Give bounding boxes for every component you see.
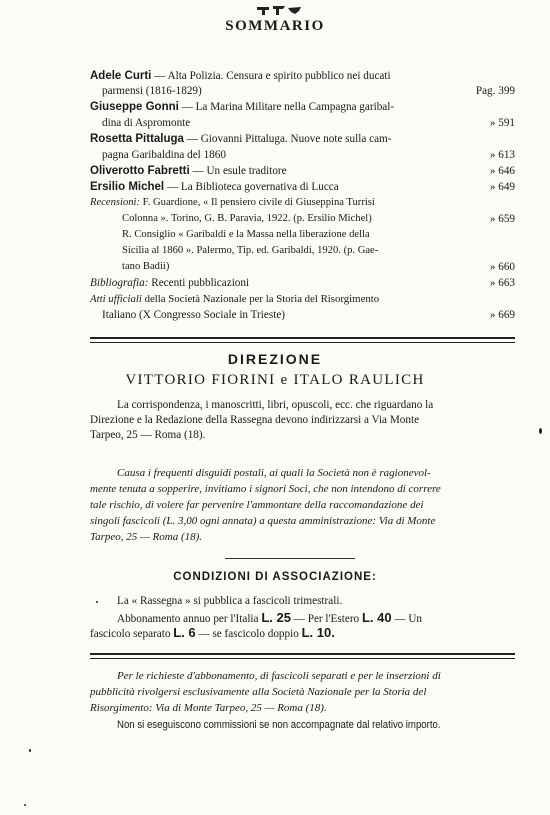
toc-entry (90, 163, 287, 179)
price-estero: L. 40 (361, 610, 392, 625)
toc-line: — Alta Polizia. Censura e spirito pubblico nei ducati (154, 70, 391, 82)
direzione-paragraph-line: Direzione e la Redazione della Rassegna devono indirizzarsi a Via Monte (90, 414, 420, 426)
toc-page (455, 259, 515, 275)
toc-line: Italiano (X Congresso Sociale in Trieste) (102, 309, 286, 321)
toc-page-prefix: » (489, 277, 496, 289)
toc-entry (90, 99, 394, 115)
condizioni-line: La « Rassegna » si pubblica a fascicoli trimestrali. (117, 595, 343, 607)
condizioni-line (90, 625, 335, 640)
condizioni-text: — Un (394, 613, 423, 625)
toc (90, 68, 515, 328)
toc-page-prefix: » (489, 309, 496, 321)
condizioni-heading: CONDIZIONI DI ASSOCIAZIONE: (173, 571, 377, 583)
condizioni-text: Abbonamento annuo per l'Italia (117, 613, 259, 625)
toc-entry (90, 68, 391, 84)
notice-line: Causa i frequenti disguidi postali, ai quali la Società non è ragionevol- (117, 467, 431, 479)
toc-line: Colonna ». Torino, G. B. Paravia, 1922. (p. Ersilio Michel) (122, 213, 372, 224)
toc-entry (90, 275, 249, 291)
toc-author: Bibliografia: (90, 277, 149, 289)
toc-author: Oliverotto Fabretti (90, 165, 190, 177)
toc-line: — La Biblioteca governativa di Lucca (166, 181, 339, 193)
toc-page (455, 307, 515, 323)
toc-line: tano Badii) (122, 261, 170, 272)
toc-line: Recenti pubblicazioni (151, 277, 250, 289)
price-fascicolo: L. 6 (173, 625, 196, 640)
toc-line: — La Marina Militare nella Campagna garibal- (181, 101, 395, 113)
direzione-paragraph-line: Tarpeo, 25 — Roma (18). (90, 429, 206, 441)
toc-line: dina di Aspromonte (102, 117, 191, 129)
toc-page-number: 660 (498, 261, 515, 273)
print-speck (24, 804, 26, 806)
condizioni-text: — Per l'Estero (293, 613, 360, 625)
print-speck (29, 749, 31, 752)
toc-line: della Società Nazionale per la Storia del Risorgimento (144, 293, 380, 305)
notice-line: mente tenuta a sopperire, invitiamo i signori Soci, che non intendono di correre (90, 483, 441, 495)
toc-page-prefix: » (489, 213, 496, 225)
toc-line: F. Guardione, « Il pensiero civile di Giuseppina Turrisi (142, 197, 375, 208)
toc-page-prefix: » (489, 165, 496, 177)
condizioni-line (117, 610, 422, 625)
toc-entry (90, 195, 375, 211)
toc-entry (90, 131, 392, 147)
notice-line: Tarpeo, 25 — Roma (18). (90, 531, 203, 543)
toc-line: parmensi (1816-1829) (102, 85, 202, 97)
double-rule-divider (90, 337, 515, 343)
double-rule-divider (90, 653, 515, 659)
toc-author: Adele Curti (90, 70, 152, 82)
toc-author: Giuseppe Gonni (90, 101, 179, 113)
toc-author: Rosetta Pittaluga (90, 133, 184, 145)
direzione-heading: DIREZIONE (227, 351, 323, 367)
toc-page-number: 649 (498, 181, 515, 193)
toc-line: — Un esule traditore (192, 165, 287, 177)
toc-page-prefix: Pag. (475, 85, 496, 97)
short-rule-divider (225, 558, 355, 559)
toc-page-prefix: » (489, 261, 496, 273)
toc-page-number: 659 (498, 213, 515, 225)
notice-line: tale rischio, di volere far pervenire l'ammontare della raccomandazione dei (90, 499, 424, 511)
toc-page-prefix: » (489, 149, 496, 161)
toc-line: R. Consiglio « Garibaldi e la Massa nella liberazione della (122, 229, 370, 240)
page-title: SOMMARIO (225, 18, 325, 34)
direzione-names: VITTORIO FIORINI e ITALO RAULICH (125, 372, 425, 388)
notice-line: singoli fascicoli (L. 3,00 ogni annata) a questa amministrazione: Via di Monte (90, 515, 436, 527)
toc-page-number: 591 (498, 117, 515, 129)
toc-page-number: 399 (498, 85, 515, 97)
toc-entry (90, 179, 339, 195)
toc-page (455, 115, 515, 131)
footer-note: Non si eseguiscono commissioni se non accompagnate dal relativo importo. (117, 719, 441, 731)
toc-page-prefix: » (489, 117, 496, 129)
toc-page-number: 646 (498, 165, 515, 177)
toc-page (455, 179, 515, 195)
toc-page (455, 147, 515, 163)
footer-line: pubblicità rivolgersi esclusivamente alla Società Nazionale per la Storia del (90, 686, 427, 698)
price-italia: L. 25 (261, 610, 291, 625)
toc-author: Atti ufficiali (90, 293, 142, 305)
toc-page-prefix: » (489, 181, 496, 193)
print-speck (539, 428, 542, 434)
toc-page-number: 613 (498, 149, 515, 161)
toc-page-number: 669 (498, 309, 515, 321)
price-fascicolo-doppio: L. 10. (301, 625, 335, 640)
toc-entry (90, 291, 379, 307)
footer-line: Risorgimento: Via di Monte Tarpeo, 25 — Roma (18). (90, 702, 327, 714)
toc-page (455, 83, 515, 99)
print-speck (96, 601, 98, 603)
toc-line: — Giovanni Pittaluga. Nuove note sulla cam- (186, 133, 392, 145)
toc-author: Ersilio Michel (90, 181, 165, 193)
toc-line: pagna Garibaldina del 1860 (102, 149, 226, 161)
toc-page (455, 163, 515, 179)
footer-line: Per le richieste d'abbonamento, di fascicoli separati e per le inserzioni di (117, 670, 441, 682)
toc-page-number: 663 (498, 277, 515, 289)
toc-author: Recensioni: (90, 197, 141, 208)
toc-page (455, 211, 515, 227)
toc-page (455, 275, 515, 291)
ink-smudge-mark (255, 4, 303, 16)
toc-line: Sicilia al 1860 ». Palermo, Tip. ed. Garibaldi, 1920. (p. Gae- (122, 245, 379, 256)
direzione-paragraph-line: La corrispondenza, i manoscritti, libri, opuscoli, ecc. che riguardano la (117, 399, 434, 411)
condizioni-text: — se fascicolo doppio (198, 628, 299, 640)
condizioni-text: fascicolo separato (90, 628, 171, 640)
